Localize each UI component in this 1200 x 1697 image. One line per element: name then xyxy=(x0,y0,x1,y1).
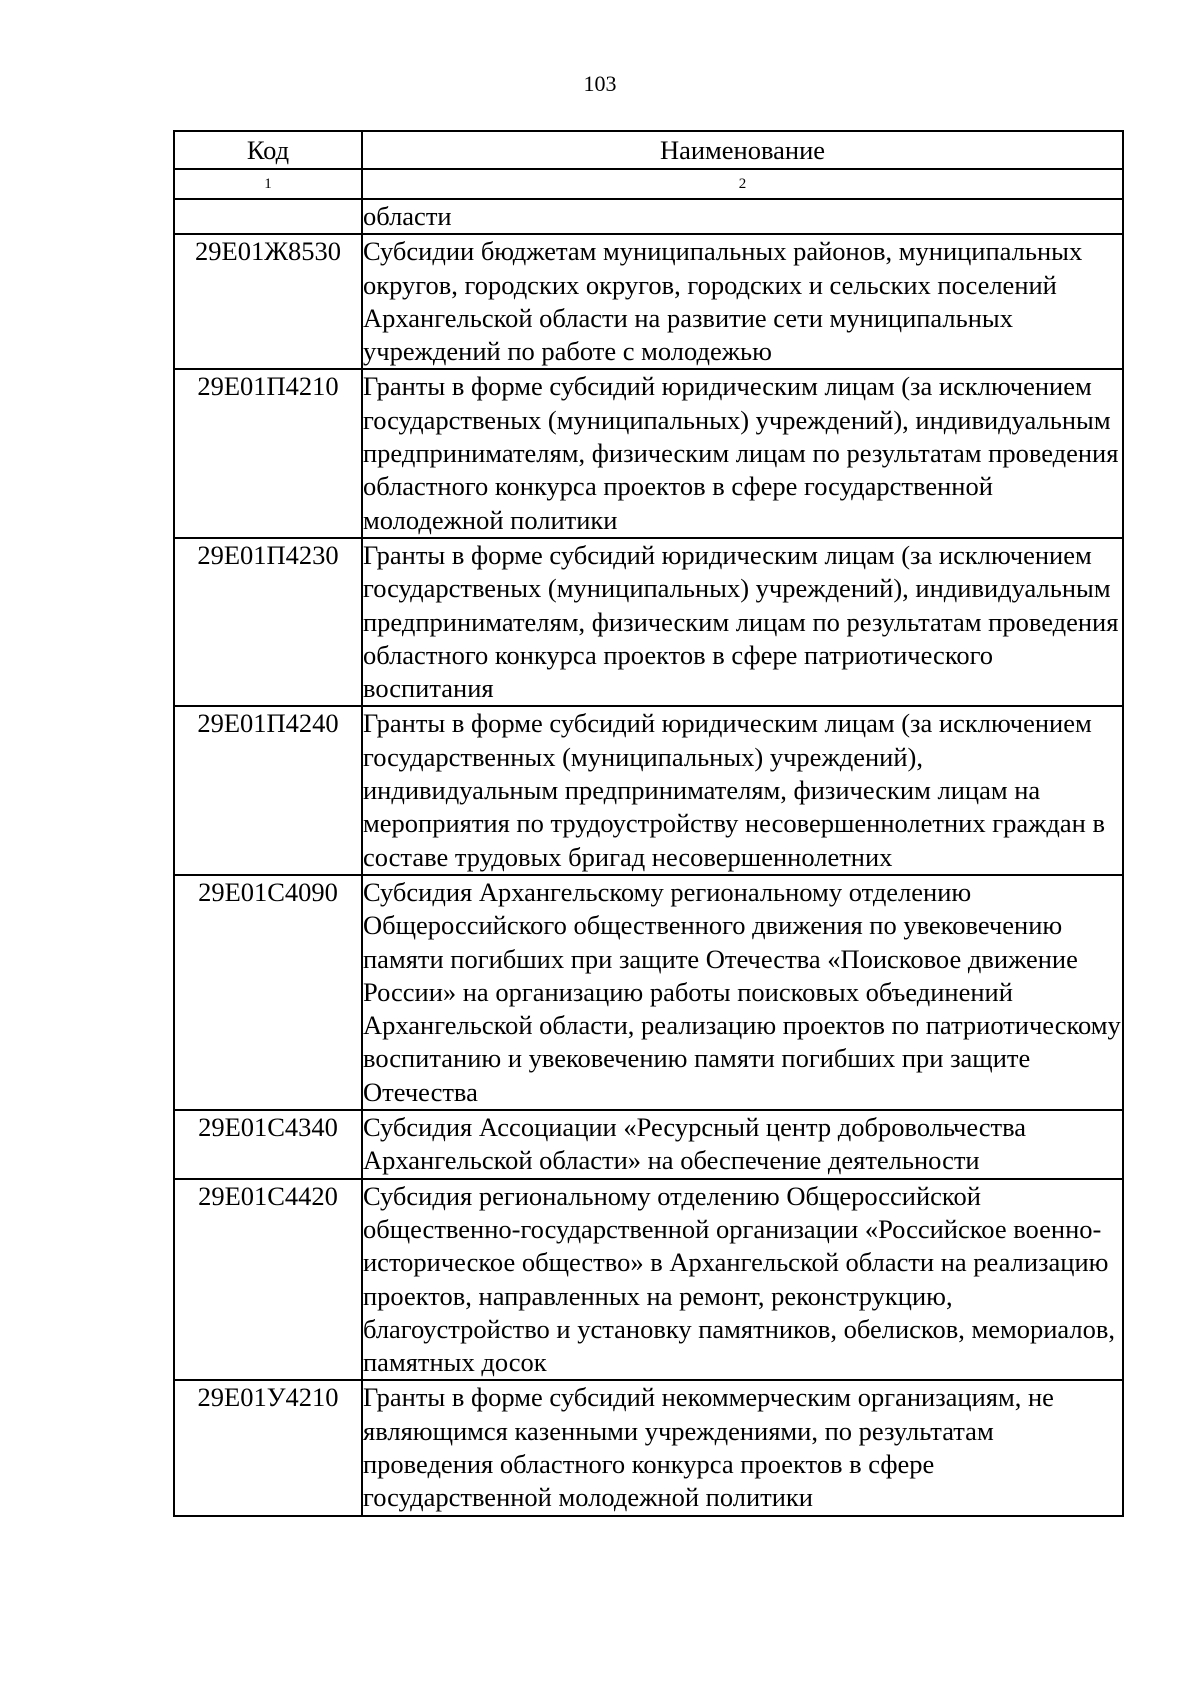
row-name: Гранты в форме субсидий юридическим лицам (за исключением государственых (муниципальных) учреждений), индивидуальным предпринимателям, физическим лицам по результатам проведения областного конкурса проектов в сфере патриотического воспитания xyxy=(362,538,1123,706)
column-number-row xyxy=(174,169,1123,199)
row-name: Субсидия Ассоциации «Ресурсный центр добровольчества Архангельской области» на обеспечение деятельности xyxy=(362,1110,1123,1179)
table-row xyxy=(174,875,1123,1110)
row-name: Гранты в форме субсидий некоммерческим организациям, не являющимся казенными учреждениями, по результатам проведения областного конкурса проектов в сфере государственной молодежной политики xyxy=(362,1380,1123,1515)
row-name: Субсидии бюджетам муниципальных районов, муниципальных округов, городских округов, городских и сельских поселений Архангельской области на развитие сети муниципальных учреждений по работе с молодежью xyxy=(362,234,1123,369)
table-row xyxy=(174,1179,1123,1381)
row-name: Субсидия региональному отделению Общероссийской общественно-государственной организации «Российское военно-историческое общество» в Архангельской области на реализацию проектов, направленных на ремонт, реконструкцию, благоустройство и установку памятников, обелисков, мемориалов, памятных досок xyxy=(362,1179,1123,1381)
row-code: 29Е01Ж8530 xyxy=(174,234,362,369)
budget-code-table xyxy=(173,130,1124,1517)
row-code: 29Е01С4420 xyxy=(174,1179,362,1381)
header-code: Код xyxy=(174,131,362,169)
table-row xyxy=(174,706,1123,874)
row-code: 29Е01П4240 xyxy=(174,706,362,874)
table-row xyxy=(174,199,1123,234)
row-code: 29Е01С4340 xyxy=(174,1110,362,1179)
row-code: 29Е01У4210 xyxy=(174,1380,362,1515)
table-row xyxy=(174,1380,1123,1515)
header-name: Наименование xyxy=(362,131,1123,169)
table-row xyxy=(174,538,1123,706)
table-row xyxy=(174,234,1123,369)
table-row xyxy=(174,369,1123,537)
row-name: области xyxy=(362,199,1123,234)
row-code xyxy=(174,199,362,234)
column-number-name: 2 xyxy=(362,169,1123,199)
row-code: 29Е01П4230 xyxy=(174,538,362,706)
row-name: Гранты в форме субсидий юридическим лицам (за исключением государственых (муниципальных) учреждений), индивидуальным предпринимателям, физическим лицам по результатам проведения областного конкурса проектов в сфере государственной молодежной политики xyxy=(362,369,1123,537)
row-name: Субсидия Архангельскому региональному отделению Общероссийского общественного движения по увековечению памяти погибших при защите Отечества «Поисковое движение России» на организацию работы поисковых объединений Архангельской области, реализацию проектов по патриотическому воспитанию и увековечению памяти погибших при защите Отечества xyxy=(362,875,1123,1110)
page-number: 103 xyxy=(583,71,617,96)
row-code: 29Е01П4210 xyxy=(174,369,362,537)
table-row xyxy=(174,1110,1123,1179)
row-name: Гранты в форме субсидий юридическим лицам (за исключением государственных (муниципальных) учреждений), индивидуальным предпринимателям, физическим лицам на мероприятия по трудоустройству несовершеннолетних граждан в составе трудовых бригад несовершеннолетних xyxy=(362,706,1123,874)
column-number-code: 1 xyxy=(174,169,362,199)
table-header-row xyxy=(174,131,1123,169)
row-code: 29Е01С4090 xyxy=(174,875,362,1110)
